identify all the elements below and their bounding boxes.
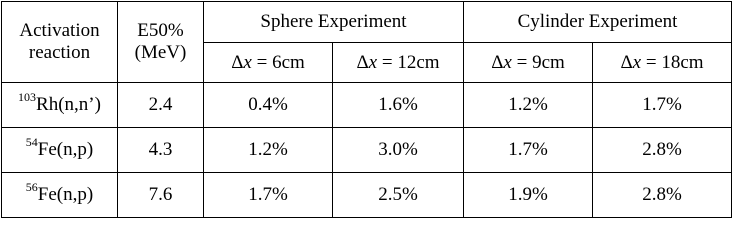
mass-number: 103: [18, 90, 37, 105]
delta-value: = 9cm: [511, 51, 565, 73]
delta-variable: x: [503, 51, 512, 73]
reaction-cell: [2, 173, 118, 218]
sphere-12cm-cell: 1.6%: [333, 83, 464, 128]
table-row: [2, 128, 732, 173]
delta-symbol: Δ: [620, 51, 633, 73]
sphere-6cm-cell: 0.4%: [204, 83, 333, 128]
table-row: [2, 173, 732, 218]
cylinder-18cm-cell: 2.8%: [593, 173, 732, 218]
header-sphere-12cm: [333, 43, 464, 83]
delta-value: = 18cm: [641, 51, 704, 73]
header-activation-line1: Activation: [19, 20, 100, 42]
header-sphere-experiment: Sphere Experiment: [204, 2, 464, 43]
delta-value: = 6cm: [251, 51, 305, 73]
reaction-cell: [2, 83, 118, 128]
sphere-12cm-cell: 2.5%: [333, 173, 464, 218]
cylinder-9cm-cell: 1.9%: [464, 173, 593, 218]
header-e50-line1: E50%: [137, 20, 184, 42]
table-row: [2, 83, 732, 128]
header-row-1: [2, 2, 732, 43]
delta-symbol: Δ: [231, 51, 244, 73]
mass-number: 54: [25, 135, 38, 150]
cylinder-18cm-cell: 1.7%: [593, 83, 732, 128]
delta-value: = 12cm: [377, 51, 440, 73]
sphere-6cm-cell: 1.2%: [204, 128, 333, 173]
delta-symbol: Δ: [491, 51, 504, 73]
delta-variable: x: [632, 51, 642, 73]
header-cylinder-18cm: [593, 43, 732, 83]
header-cylinder-experiment: Cylinder Experiment: [464, 2, 732, 43]
mass-number: 56: [25, 180, 38, 195]
header-activation-line2: reaction: [28, 42, 91, 63]
header-sphere-6cm: [204, 43, 333, 83]
reaction-name: Fe(n,p): [37, 139, 94, 161]
e50-cell: 7.6: [118, 173, 204, 218]
cylinder-9cm-cell: 1.2%: [464, 83, 593, 128]
e50-cell: 2.4: [118, 83, 204, 128]
delta-symbol: Δ: [356, 51, 369, 73]
header-e50: [118, 2, 204, 83]
header-activation-reaction: [2, 2, 118, 83]
e50-cell: 4.3: [118, 128, 204, 173]
header-e50-line2: (MeV): [134, 42, 187, 63]
reaction-name: Rh(n,n’): [36, 94, 101, 116]
delta-variable: x: [368, 51, 378, 73]
sphere-12cm-cell: 3.0%: [333, 128, 464, 173]
uncertainty-table: [1, 1, 732, 218]
sphere-6cm-cell: 1.7%: [204, 173, 333, 218]
reaction-name: Fe(n,p): [37, 184, 94, 206]
cylinder-18cm-cell: 2.8%: [593, 128, 732, 173]
delta-variable: x: [243, 51, 252, 73]
header-cylinder-9cm: [464, 43, 593, 83]
reaction-cell: [2, 128, 118, 173]
cylinder-9cm-cell: 1.7%: [464, 128, 593, 173]
